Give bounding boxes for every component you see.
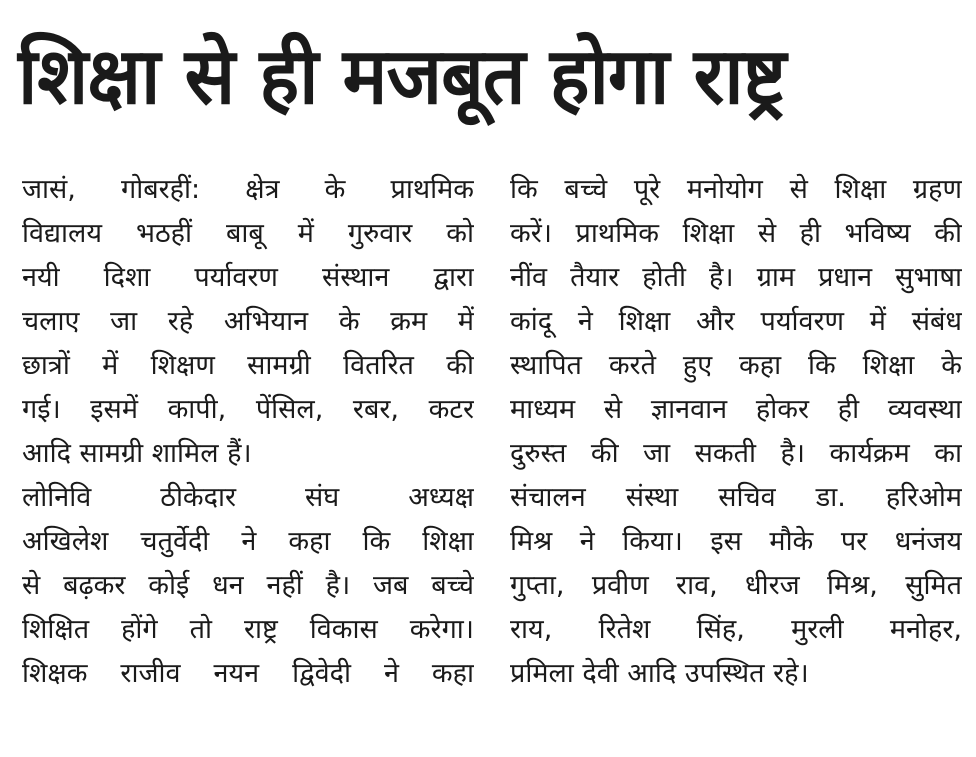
- text-line: शिक्षक राजीव नयन द्विवेदी ने कहा: [22, 658, 474, 689]
- text-line: लोनिवि ठीकेदार संघ अध्यक्ष: [22, 482, 474, 513]
- text-line: शिक्षित होंगे तो राष्ट्र विकास करेगा।: [22, 614, 474, 645]
- text-line: अखिलेश चतुर्वेदी ने कहा कि शिक्षा: [22, 526, 474, 557]
- article-column-left: [22, 168, 474, 696]
- text-line: दुरुस्त की जा सकती है। कार्यक्रम का: [510, 438, 962, 469]
- text-line: विद्यालय भठहीं बाबू में गुरुवार को: [22, 218, 474, 249]
- headline: शिक्षा से ही मजबूत होगा राष्ट्र: [18, 32, 786, 122]
- text-line: गुप्ता, प्रवीण राव, धीरज मिश्र, सुमित: [510, 570, 962, 601]
- text-line: प्रमिला देवी आदि उपस्थित रहे।: [510, 658, 809, 689]
- text-line: मिश्र ने किया। इस मौके पर धनंजय: [510, 526, 962, 557]
- text-line: गई। इसमें कापी, पेंसिल, रबर, कटर: [22, 394, 474, 425]
- text-line: आदि सामग्री शामिल हैं।: [22, 438, 252, 469]
- article-column-right: [510, 168, 962, 696]
- text-line: जासं, गोबरहीं: क्षेत्र के प्राथमिक: [22, 174, 474, 205]
- text-line: माध्यम से ज्ञानवान होकर ही व्यवस्था: [510, 394, 962, 425]
- text-line: छात्रों में शिक्षण सामग्री वितरित की: [22, 350, 474, 381]
- text-line: कांदू ने शिक्षा और पर्यावरण में संबंध: [510, 306, 962, 337]
- text-line: स्थापित करते हुए कहा कि शिक्षा के: [510, 350, 962, 381]
- text-line: नयी दिशा पर्यावरण संस्थान द्वारा: [22, 262, 474, 293]
- text-line: नींव तैयार होती है। ग्राम प्रधान सुभाषा: [510, 262, 962, 293]
- text-line: चलाए जा रहे अभियान के क्रम में: [22, 306, 474, 337]
- text-line: राय, रितेश सिंह, मुरली मनोहर,: [510, 614, 962, 645]
- text-line: कि बच्चे पूरे मनोयोग से शिक्षा ग्रहण: [510, 174, 962, 205]
- text-line: करें। प्राथमिक शिक्षा से ही भविष्य की: [510, 218, 962, 249]
- text-line: से बढ़कर कोई धन नहीं है। जब बच्चे: [22, 570, 474, 601]
- text-line: संचालन संस्था सचिव डा. हरिओम: [510, 482, 962, 513]
